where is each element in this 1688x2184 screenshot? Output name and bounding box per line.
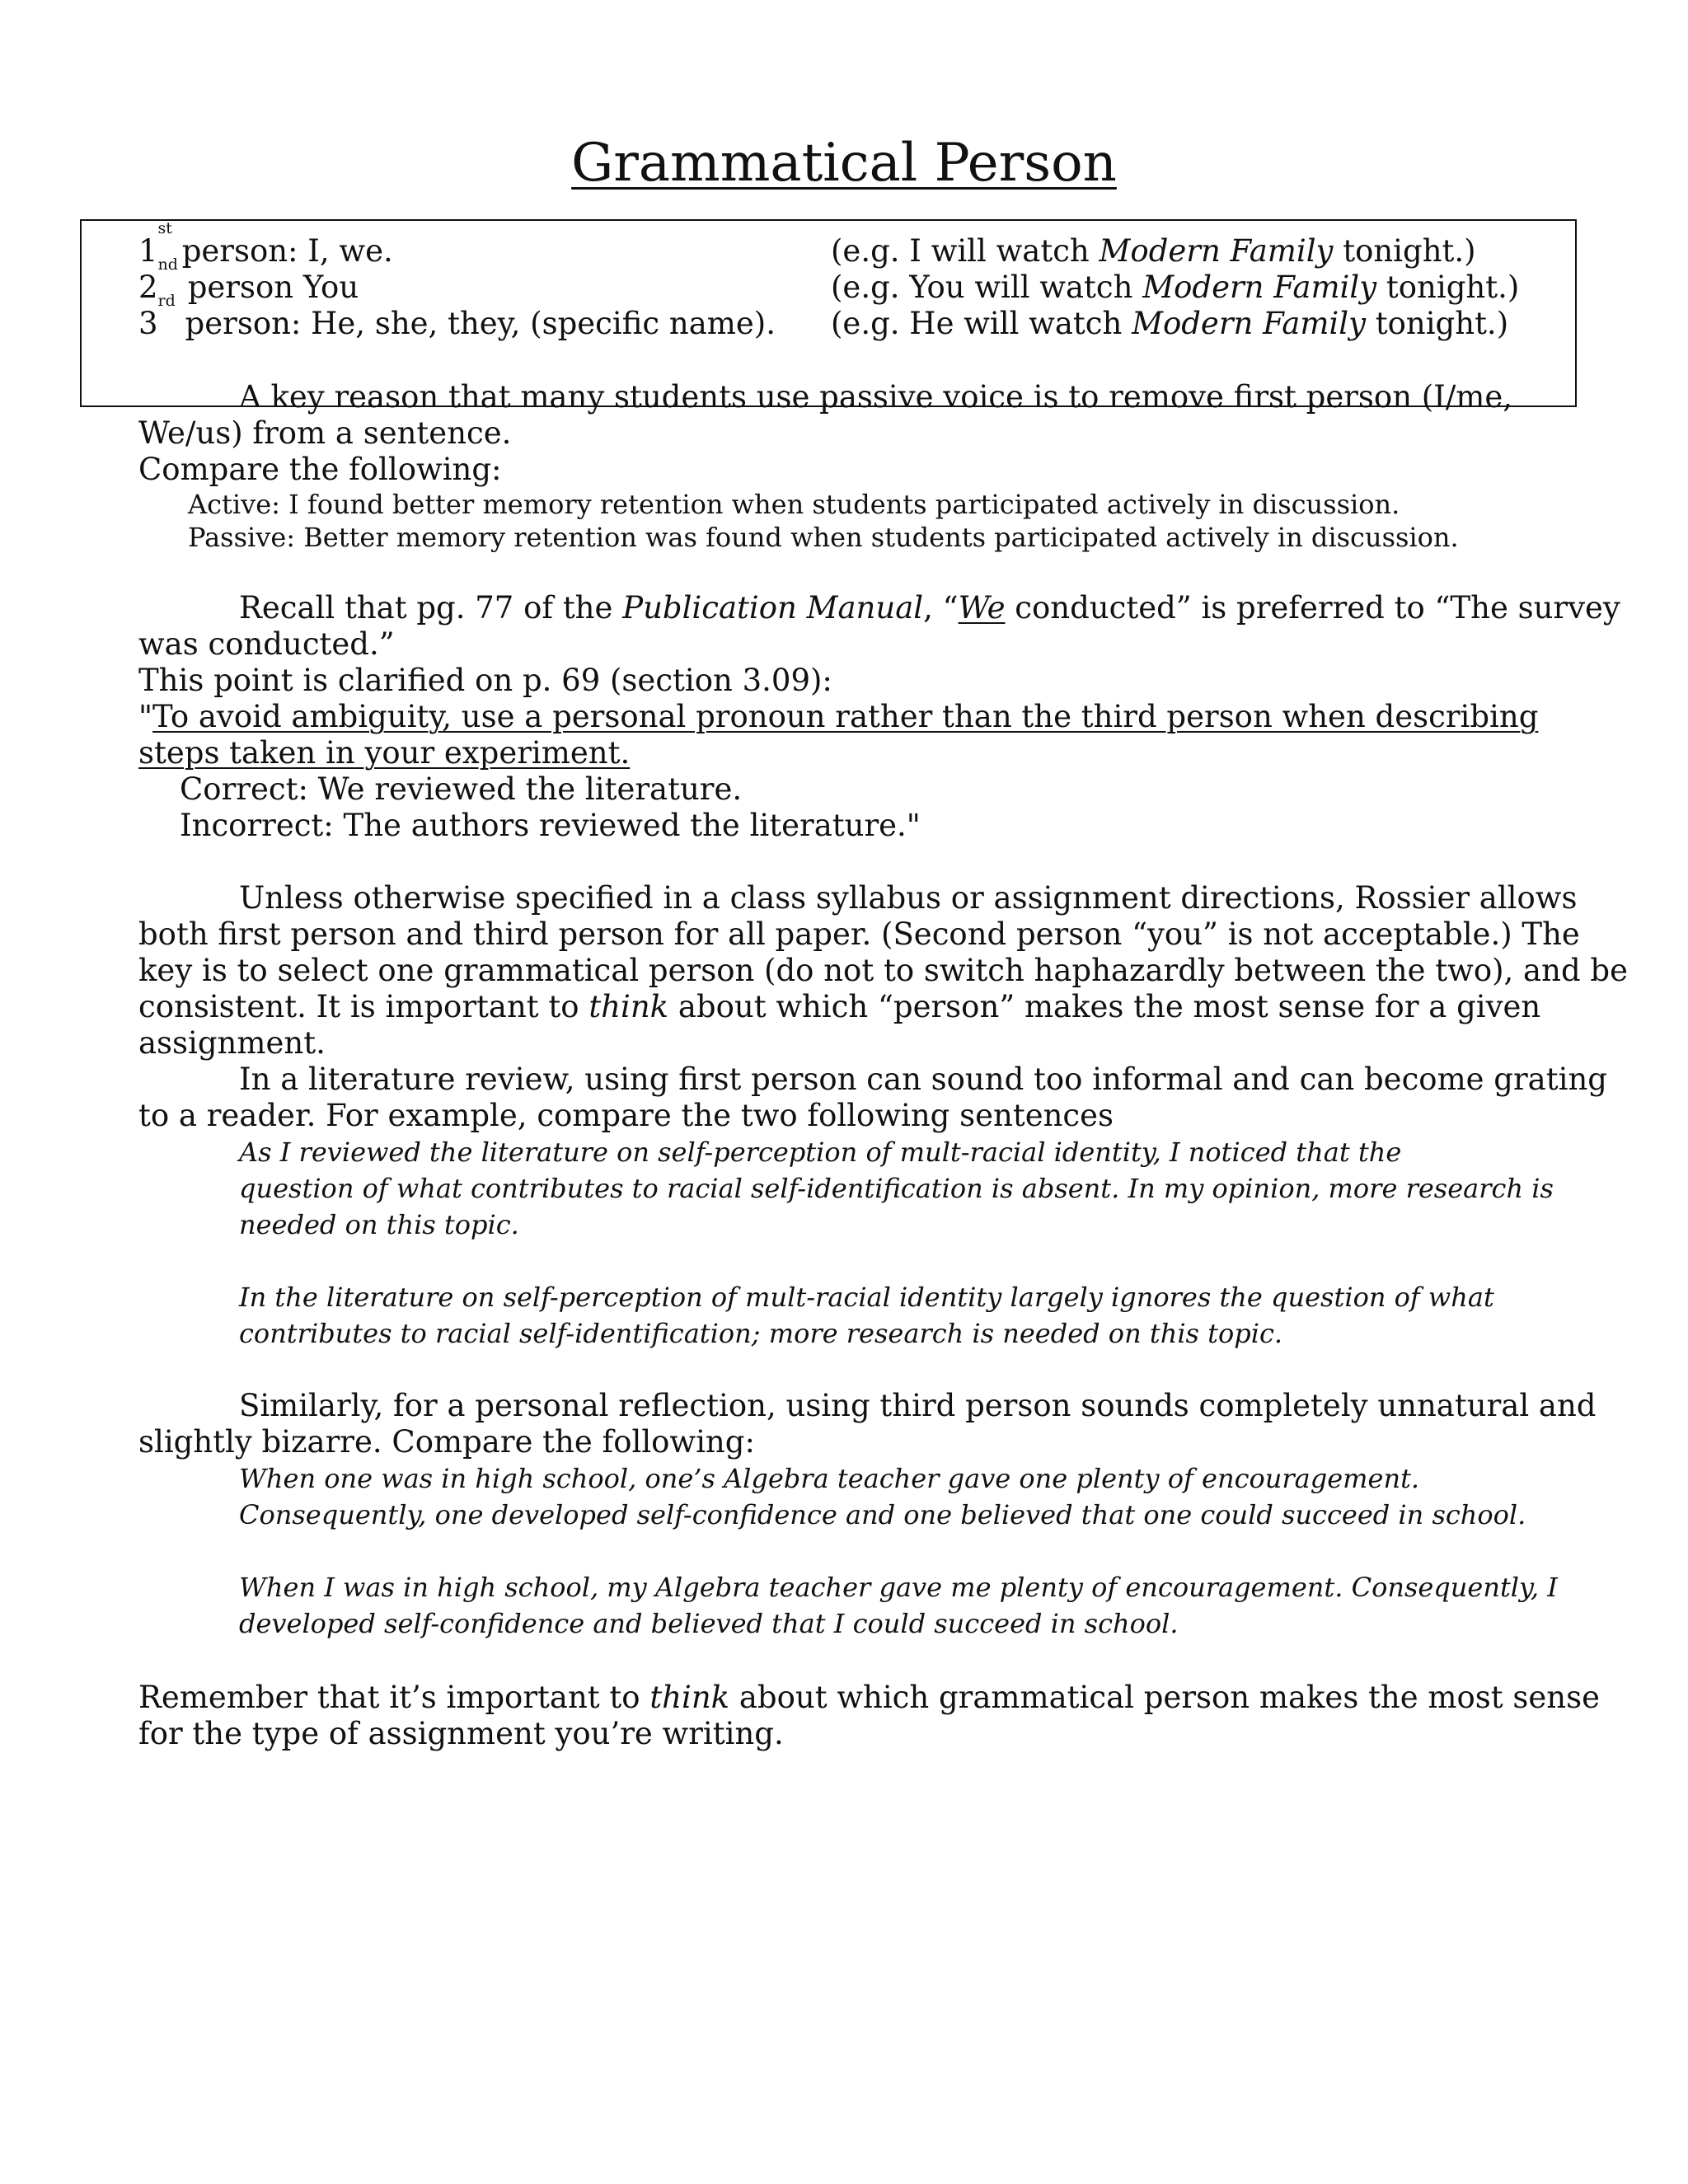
compare-heading: Compare the following: [138, 452, 502, 487]
quote-line-2: steps taken in your experiment. [138, 735, 631, 771]
active-example: Active: I found better memory retention when students participated actively in discussion. [188, 489, 1400, 520]
closing-line-1: Remember that it’s important to think about which grammatical person makes the most sense [138, 1680, 1601, 1715]
reflection-line-1: Similarly, for a personal reflection, using third person sounds completely unnatural and [239, 1388, 1597, 1423]
passive-line-2: We/us) from a sentence. [138, 415, 512, 451]
quote-line-1: "To avoid ambiguity, use a personal pronoun rather than the third person when describing [138, 699, 1539, 734]
litreview-example-2-line-1: In the literature on self-perception of mult-racial identity largely ignores the question of what [239, 1282, 1494, 1313]
recall-line-3: This point is clarified on p. 69 (section 3.09): [138, 663, 832, 698]
litreview-line-2: to a reader. For example, compare the two following sentences [138, 1098, 1114, 1133]
reflection-example-2-line-1: When I was in high school, my Algebra teacher gave me plenty of encouragement. Consequently, I [239, 1572, 1558, 1603]
unless-line-2: both first person and third person for all paper. (Second person “you” is not acceptable.) The [138, 916, 1580, 952]
incorrect-example: Incorrect: The authors reviewed the literature." [180, 808, 921, 843]
litreview-example-1-line-3: needed on this topic. [239, 1209, 519, 1240]
unless-line-3: key is to select one grammatical person (do not to switch haphazardly between the two), and be [138, 953, 1628, 988]
person-3-example: (e.g. He will watch Modern Family tonight.) [831, 306, 1509, 341]
person-2: 2nd person You [138, 255, 359, 305]
unless-line-5: assignment. [138, 1025, 326, 1061]
litreview-example-1-line-2: question of what contributes to racial self-identification is absent. In my opinion, more research is [239, 1173, 1554, 1204]
reflection-line-2: slightly bizarre. Compare the following: [138, 1424, 755, 1460]
litreview-example-2-line-2: contributes to racial self-identification; more research is needed on this topic. [239, 1318, 1283, 1349]
person-2-example: (e.g. You will watch Modern Family tonight.) [831, 269, 1520, 305]
closing-line-2: for the type of assignment you’re writing. [138, 1716, 784, 1751]
passive-line-1: A key reason that many students use passive voice is to remove first person (I/me, [239, 379, 1513, 415]
person-1-example: (e.g. I will watch Modern Family tonight.) [831, 233, 1476, 269]
reflection-example-1-line-1: When one was in high school, one’s Algebra teacher gave one plenty of encouragement. [239, 1463, 1420, 1494]
litreview-example-1-line-1: As I reviewed the literature on self-perception of mult-racial identity, I noticed that the [239, 1137, 1402, 1168]
correct-example: Correct: We reviewed the literature. [180, 771, 743, 807]
page-title: Grammatical Person [571, 133, 1117, 194]
unless-line-4: consistent. It is important to think about which “person” makes the most sense for a given [138, 989, 1541, 1024]
litreview-line-1: In a literature review, using first person can sound too informal and can become grating [239, 1062, 1607, 1097]
recall-line-1: Recall that pg. 77 of the Publication Manual, “We conducted” is preferred to “The survey [239, 590, 1620, 626]
reflection-example-2-line-2: developed self-confidence and believed that I could succeed in school. [239, 1608, 1179, 1639]
person-1: 1st person: I, we. [138, 219, 393, 269]
passive-example: Passive: Better memory retention was found when students participated actively in discussion. [188, 522, 1459, 553]
unless-line-1: Unless otherwise specified in a class syllabus or assignment directions, Rossier allows [239, 880, 1578, 916]
person-3: 3rd person: He, she, they, (specific name). [138, 292, 776, 341]
reflection-example-1-line-2: Consequently, one developed self-confidence and one believed that one could succeed in school. [239, 1499, 1526, 1530]
recall-line-2: was conducted.” [138, 626, 395, 662]
